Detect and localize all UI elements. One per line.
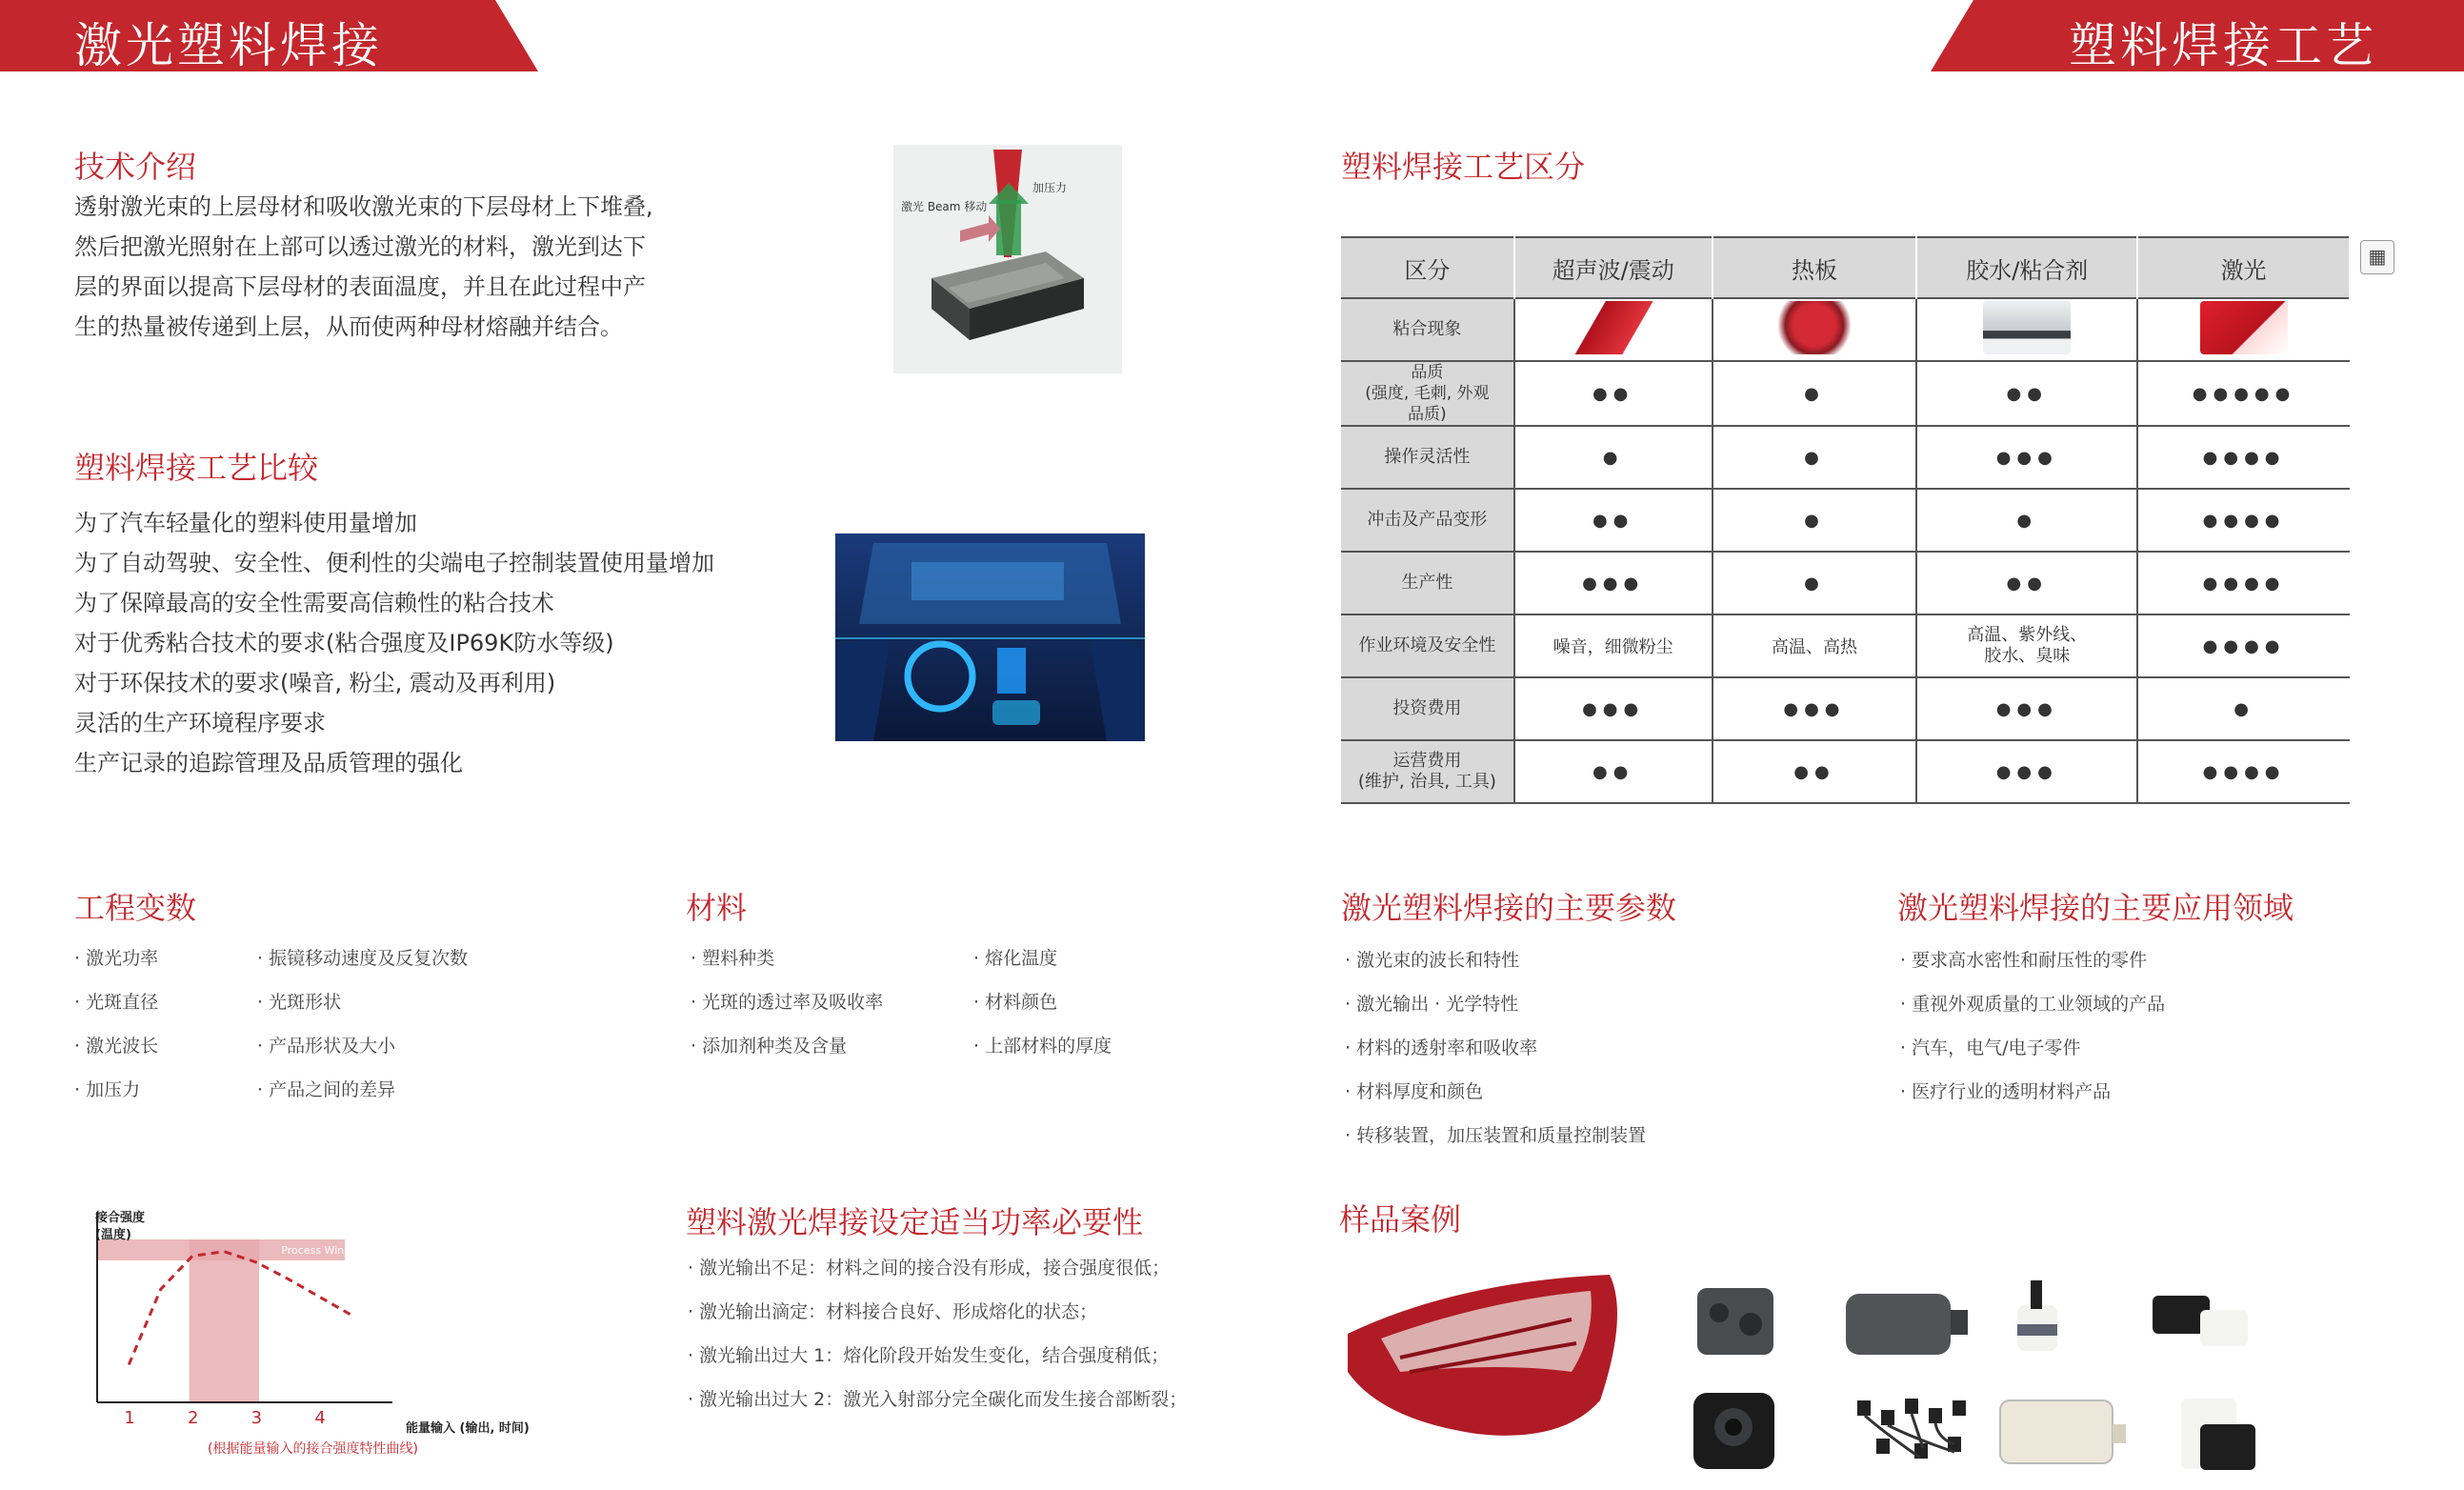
comparison-line: 生产记录的追踪管理及品质管理的强化 <box>74 750 463 776</box>
motor-housing-sample <box>1846 1294 1951 1355</box>
samples-title: 样品案例 <box>1339 1201 1462 1238</box>
table-cell: ●● <box>1916 552 2137 614</box>
table-row <box>1341 552 2350 614</box>
header-hot-plate: 热板 <box>1713 237 1917 298</box>
table-cell: ● <box>1514 426 1713 489</box>
material-item: · 添加剂种类及含量 <box>691 1036 848 1057</box>
variable-item: · 光斑形状 <box>257 992 342 1013</box>
table-cell: 噪音，细微粉尘 <box>1514 614 1713 677</box>
variable-item: · 加压力 <box>74 1079 141 1100</box>
row-label: 操作灵活性 <box>1341 426 1514 489</box>
table-row <box>1341 677 2350 740</box>
table-row <box>1341 361 2350 426</box>
table-cell: ●●● <box>1514 552 1713 614</box>
beam-move-label: 激光 Beam 移动 <box>901 200 988 213</box>
comparison-line: 对于环保技术的要求(噪音, 粉尘, 震动及再利用) <box>74 670 556 696</box>
table-cell: ● <box>1713 426 1917 489</box>
intro-line: 生的热量被传递到上层，从而使两种母材熔融并结合。 <box>74 313 623 340</box>
application-item: · 要求高水密性和耐压性的零件 <box>1900 950 2148 971</box>
header-laser: 激光 <box>2137 237 2350 298</box>
table-cell: ●● <box>1514 489 1713 552</box>
parameters-title: 激光塑料焊接的主要参数 <box>1341 890 1677 926</box>
variables-title: 工程变数 <box>74 890 197 926</box>
hot-plate-sample-image <box>1771 301 1858 354</box>
table-cell: ●●●● <box>2137 426 2350 489</box>
applications-list <box>1900 938 2165 1114</box>
right-banner-title: 塑料焊接工艺 <box>2069 18 2377 73</box>
table-header-row <box>1341 237 2350 298</box>
table-cell <box>2137 298 2350 361</box>
table-row <box>1341 298 2350 361</box>
comparison-line: 为了保障最高的安全性需要高信赖性的粘合技术 <box>74 590 554 616</box>
pressure-arrow <box>996 200 1021 255</box>
header-category: 区分 <box>1341 237 1514 298</box>
table-cell: ●●●● <box>2137 614 2350 677</box>
material-item: · 熔化温度 <box>973 948 1058 969</box>
move-arrow <box>960 215 1000 242</box>
parameter-item: · 激光输出 · 光学特性 <box>1345 994 1519 1015</box>
variable-item: · 产品之间的差异 <box>257 1079 396 1100</box>
materials-col1 <box>691 936 883 1068</box>
power-item: · 激光输出过大 2：激光入射部分完全碳化而发生接合部断裂； <box>688 1389 1188 1410</box>
intro-line: 层的界面以提高下层母材的表面温度，并且在此过程中产 <box>74 273 646 300</box>
row-label: 作业环境及安全性 <box>1341 614 1514 677</box>
table-cell: 高温、紫外线、 胶水、臭味 <box>1916 614 2137 677</box>
chart-caption: (根据能量输入的接合强度特性曲线) <box>208 1441 418 1457</box>
table-cell: ●●●● <box>2137 489 2350 552</box>
row-label: 生产性 <box>1341 552 1514 614</box>
table-cell: ● <box>2137 677 2350 740</box>
ultrasonic-sample-image <box>1570 301 1657 354</box>
materials-title: 材料 <box>686 890 748 926</box>
table-cell <box>1514 298 1713 361</box>
chart-xlabel: 能量输入 (输出, 时间) <box>406 1421 530 1436</box>
chart-ylabel: 接合强度 (温度) <box>95 1211 146 1242</box>
adhesive-sample-image <box>1983 301 2071 354</box>
table-cell: ● <box>1713 361 1917 426</box>
comparison-line: 为了自动驾驶、安全性、便利性的尖端电子控制装置使用量增加 <box>74 550 714 576</box>
table-expand-icon[interactable]: ▦ <box>2360 240 2394 274</box>
laser-diagram <box>893 145 1122 373</box>
row-label: 冲击及产品变形 <box>1341 489 1514 552</box>
car-interior-image <box>835 534 1145 741</box>
laser-sample-image <box>2200 301 2288 354</box>
application-item: · 汽车，电气/电子零件 <box>1900 1037 2081 1058</box>
materials-col2 <box>973 936 1112 1068</box>
table-row <box>1341 426 2350 489</box>
header-ultrasonic: 超声波/震动 <box>1514 237 1713 298</box>
samples-gallery <box>1343 1267 2438 1486</box>
variable-item: · 产品形状及大小 <box>257 1036 396 1057</box>
actuator-sample <box>1697 1288 1773 1355</box>
x-tick-label: 3 <box>250 1408 263 1428</box>
table-cell: ●●● <box>1916 740 2137 803</box>
variable-item: · 光斑直径 <box>74 992 159 1013</box>
parameter-item: · 转移装置，加压装置和质量控制装置 <box>1345 1125 1647 1146</box>
table-row <box>1341 489 2350 552</box>
table-cell: ●● <box>1916 361 2137 426</box>
table-cell: ● <box>1713 552 1917 614</box>
variables-col1 <box>74 936 158 1112</box>
power-item: · 激光输出不足：材料之间的接合没有形成，接合强度很低； <box>688 1258 1171 1279</box>
pressure-label: 加压力 <box>1032 181 1068 194</box>
comparison-line: 对于优秀粘合技术的要求(粘合强度及IP69K防水等级) <box>74 630 614 656</box>
samples-illustration <box>1343 1267 2438 1486</box>
applications-title: 激光塑料焊接的主要应用领域 <box>1897 890 2294 926</box>
row-label: 粘合现象 <box>1341 298 1514 361</box>
process-window-band <box>190 1239 259 1402</box>
table-cell: ●●● <box>1916 677 2137 740</box>
application-item: · 医疗行业的透明材料产品 <box>1900 1081 2112 1102</box>
x-tick-label: 4 <box>314 1408 326 1428</box>
process-table-title: 塑料焊接工艺区分 <box>1341 149 1586 185</box>
table-cell <box>1713 298 1917 361</box>
variables-col2 <box>257 936 468 1112</box>
comparison-line: 为了汽车轻量化的塑料使用量增加 <box>74 510 417 536</box>
table-cell: ●●● <box>1713 677 1917 740</box>
row-label: 投资费用 <box>1341 677 1514 740</box>
header-adhesive: 胶水/粘合剂 <box>1916 237 2137 298</box>
table-cell: ● <box>1916 489 2137 552</box>
table-cell <box>1916 298 2137 361</box>
parameter-item: · 材料厚度和颜色 <box>1345 1081 1484 1102</box>
laser-diagram-illustration <box>893 145 1122 373</box>
power-title: 塑料激光焊接设定适当功率必要性 <box>686 1204 1144 1240</box>
table-cell: ●● <box>1514 361 1713 426</box>
parameter-item: · 材料的透射率和吸收率 <box>1345 1037 1538 1058</box>
x-tick-label: 2 <box>188 1408 199 1428</box>
table-cell: ●●● <box>1514 677 1713 740</box>
table-cell: ●●●● <box>2137 552 2350 614</box>
table-cell: ●●●●● <box>2137 361 2350 426</box>
intro-line: 然后把激光照射在上部可以透过激光的材料，激光到达下 <box>74 233 646 260</box>
translucent-case-sample <box>2000 1400 2113 1463</box>
process-comparison-table <box>1341 236 2351 804</box>
car-interior-illustration <box>835 534 1145 741</box>
row-label: 品质 (强度, 毛刺, 外观 品质) <box>1341 361 1514 426</box>
power-list <box>688 1246 1187 1421</box>
process-window-label: Process Windows <box>281 1244 371 1257</box>
parameters-list <box>1345 938 1646 1158</box>
variable-item: · 激光波长 <box>74 1036 159 1057</box>
power-item: · 激光输出过大 1：熔化阶段开始发生变化，结合强度稍低； <box>688 1345 1170 1366</box>
intro-title: 技术介绍 <box>74 149 197 185</box>
comparison-line: 灵活的生产环境程序要求 <box>74 710 326 736</box>
table-cell: ●●●● <box>2137 740 2350 803</box>
intro-line: 透射激光束的上层母材和吸收激光束的下层母材上下堆叠, <box>74 193 653 220</box>
material-item: · 塑料种类 <box>691 948 775 969</box>
material-item: · 上部材料的厚度 <box>973 1036 1112 1057</box>
x-tick-label: 1 <box>124 1408 135 1428</box>
variable-item: · 激光功率 <box>74 948 159 969</box>
table-cell: ●● <box>1713 740 1917 803</box>
parameter-item: · 激光束的波长和特性 <box>1345 950 1520 971</box>
intro-text <box>74 187 653 347</box>
variable-item: · 振镜移动速度及反复次数 <box>257 948 469 969</box>
table-cell: 高温、高热 <box>1713 614 1917 677</box>
row-label: 运营费用 (维护, 治具, 工具) <box>1341 740 1514 803</box>
left-banner-title: 激光塑料焊接 <box>74 18 383 73</box>
material-item: · 光斑的透过率及吸收率 <box>691 992 884 1013</box>
table-cell: ●●● <box>1916 426 2137 489</box>
application-item: · 重视外观质量的工业领域的产品 <box>1900 994 2166 1015</box>
comparison-title: 塑料焊接工艺比较 <box>74 450 319 486</box>
table-row <box>1341 740 2350 803</box>
power-item: · 激光输出滴定：材料接合良好、形成熔化的状态； <box>688 1301 1098 1322</box>
table-cell: ● <box>1713 489 1917 552</box>
comparison-text <box>74 503 714 783</box>
table-cell: ●● <box>1514 740 1713 803</box>
table-row <box>1341 614 2350 677</box>
material-item: · 材料颜色 <box>973 992 1058 1013</box>
